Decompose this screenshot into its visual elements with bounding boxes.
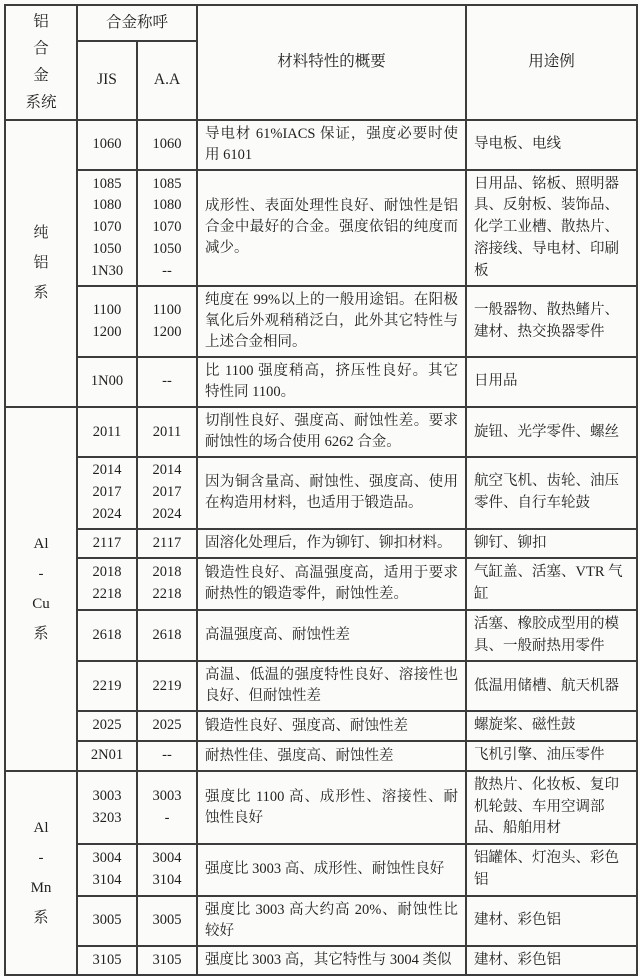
aa-cell	[137, 741, 197, 771]
section-label-line: 纯	[33, 225, 49, 242]
jis-cell	[77, 170, 137, 287]
header-row-top	[5, 5, 637, 41]
aa-cell-line: 2219	[152, 677, 182, 694]
aa-cell-line: 2117	[152, 534, 182, 551]
usage-cell: 螺旋桨、磁性鼓	[466, 711, 637, 741]
column-header-alloy-name: 合金称呼	[77, 5, 197, 41]
jis-cell-line: 1N00	[90, 373, 124, 390]
column-header-system-line: 合	[33, 40, 49, 58]
section-label-line: 铝	[33, 255, 49, 272]
aa-cell-line: 3003	[152, 787, 182, 804]
jis-cell	[77, 357, 137, 407]
aa-cell	[137, 771, 197, 844]
desc-cell: 强度比 3003 高、成形性、耐蚀性良好	[197, 844, 466, 896]
usage-cell: 日用品、铭板、照明器具、反射板、装饰品、化学工业槽、散热片、溶接线、导电材、印刷板	[466, 170, 637, 287]
desc-cell: 强度比 3003 高大约高 20%、耐蚀性比较好	[197, 896, 466, 946]
desc-cell: 导电材 61%IACS 保证，强度必要时使用 6101	[197, 120, 466, 170]
section-label-line: Al	[33, 536, 49, 553]
aa-cell	[137, 896, 197, 946]
table-row	[5, 529, 637, 559]
table-row	[5, 661, 637, 711]
jis-cell-line: 1N30	[90, 262, 124, 279]
usage-cell: 飞机引擎、油压零件	[466, 741, 637, 771]
aa-cell	[137, 457, 197, 528]
section-label-line: 系	[33, 285, 49, 302]
aa-cell-line: -	[164, 809, 170, 826]
section-label-line: -	[38, 566, 44, 583]
table-row	[5, 286, 637, 357]
jis-cell	[77, 529, 137, 559]
section-label	[5, 771, 77, 976]
aa-cell-line: 2218	[152, 586, 182, 603]
aa-cell-line: 3105	[152, 951, 182, 968]
aa-cell-line: 2011	[152, 423, 182, 440]
usage-cell: 导电板、电线	[466, 120, 637, 170]
aa-cell	[137, 661, 197, 711]
section-label	[5, 407, 77, 771]
aa-cell-line: 1200	[152, 323, 182, 340]
aa-cell	[137, 610, 197, 662]
jis-cell-line: 1050	[92, 240, 122, 257]
jis-cell	[77, 771, 137, 844]
usage-cell: 建材、彩色铝	[466, 946, 637, 976]
section-label-line: Cu	[32, 596, 50, 613]
jis-cell-line: 2018	[92, 564, 122, 581]
table-row	[5, 896, 637, 946]
usage-cell: 气缸盖、活塞、VTR 气缸	[466, 558, 637, 610]
jis-cell-line: 2024	[92, 505, 122, 522]
table-row	[5, 457, 637, 528]
aa-cell-line: 3104	[152, 871, 182, 888]
aa-cell-line: 2024	[152, 505, 182, 522]
aa-cell-line: 2618	[152, 626, 182, 643]
section-label-line: 系	[33, 910, 49, 927]
jis-cell-line: 2025	[92, 717, 122, 734]
column-header-usage: 用途例	[466, 5, 637, 120]
jis-cell	[77, 286, 137, 357]
table-row	[5, 558, 637, 610]
table-row	[5, 610, 637, 662]
desc-cell: 强度比 1100 高、成形性、溶接性、耐蚀性良好	[197, 771, 466, 844]
section-label-line: Mn	[30, 880, 52, 897]
jis-cell	[77, 610, 137, 662]
jis-cell	[77, 457, 137, 528]
desc-cell: 高温、低温的强度特性良好、溶接性也良好、但耐蚀性差	[197, 661, 466, 711]
desc-cell: 耐热性佳、强度高、耐蚀性差	[197, 741, 466, 771]
aa-cell-line: 3004	[152, 850, 182, 867]
aa-cell	[137, 711, 197, 741]
aa-cell	[137, 558, 197, 610]
table-row	[5, 120, 637, 170]
usage-cell: 铝罐体、灯泡头、彩色铝	[466, 844, 637, 896]
desc-cell: 固溶化处理后，作为铆钉、铆扣材料。	[197, 529, 466, 559]
usage-cell: 航空飞机、齿轮、油压零件、自行车轮鼓	[466, 457, 637, 528]
jis-cell-line: 3105	[92, 951, 122, 968]
jis-cell-line: 2218	[92, 586, 122, 603]
jis-cell-line: 2014	[92, 462, 122, 479]
aa-cell	[137, 357, 197, 407]
usage-cell: 散热片、化妆板、复印机轮鼓、车用空调部品、船舶用材	[466, 771, 637, 844]
table-row	[5, 844, 637, 896]
column-header-system-line: 铝	[33, 13, 49, 30]
desc-cell: 强度比 3003 高，其它特性与 3004 类似	[197, 946, 466, 976]
jis-cell-line: 3005	[92, 911, 122, 928]
table-row	[5, 357, 637, 407]
aa-cell-line: --	[162, 747, 172, 764]
jis-cell-line: 2618	[92, 626, 122, 643]
aa-cell-line: 1050	[152, 240, 182, 257]
aa-cell-line: 1070	[152, 219, 182, 236]
desc-cell: 纯度在 99%以上的一般用途铝。在阳极氧化后外观稍稍泛白，此外其它特性与上述合金相同。	[197, 286, 466, 357]
desc-cell: 切削性良好、强度高、耐蚀性差。要求耐蚀性的场合使用 6262 合金。	[197, 407, 466, 457]
desc-cell: 比 1100 强度稍高，挤压性良好。其它特性同 1100。	[197, 357, 466, 407]
aa-cell	[137, 946, 197, 976]
jis-cell-line: 2117	[92, 534, 122, 551]
jis-cell-line: 3203	[92, 809, 122, 826]
aa-cell	[137, 120, 197, 170]
jis-cell-line: 2N01	[90, 747, 124, 764]
aa-cell-line: 1080	[152, 197, 182, 214]
jis-cell-line: 2219	[92, 677, 122, 694]
jis-cell	[77, 896, 137, 946]
desc-cell: 成形性、表面处理性良好、耐蚀性是铝合金中最好的合金。强度依铝的纯度而减少。	[197, 170, 466, 287]
table-row	[5, 711, 637, 741]
jis-cell	[77, 120, 137, 170]
jis-cell-line: 2011	[92, 423, 122, 440]
jis-cell-line: 1060	[92, 135, 122, 152]
jis-cell-line: 3104	[92, 871, 122, 888]
aa-cell	[137, 529, 197, 559]
aa-cell	[137, 170, 197, 287]
section-label-line: 系	[33, 626, 49, 643]
table-row	[5, 407, 637, 457]
jis-cell-line: 1100	[92, 302, 122, 319]
jis-cell-line: 1085	[92, 175, 122, 192]
jis-cell-line: 1080	[92, 197, 122, 214]
table-row	[5, 170, 637, 287]
aa-cell	[137, 407, 197, 457]
section-label	[5, 120, 77, 408]
usage-cell: 日用品	[466, 357, 637, 407]
aa-cell-line: --	[162, 262, 172, 279]
jis-cell-line: 3004	[92, 850, 122, 867]
usage-cell: 活塞、橡胶成型用的模具、一般耐热用零件	[466, 610, 637, 662]
alloy-table	[4, 4, 638, 976]
aa-cell-line: 1085	[152, 175, 182, 192]
usage-cell: 建材、彩色铝	[466, 896, 637, 946]
aa-cell-line: 2017	[152, 484, 182, 501]
jis-cell	[77, 741, 137, 771]
desc-cell: 锻造性良好、高温强度高，适用于要求耐热性的锻造零件，耐蚀性差。	[197, 558, 466, 610]
table-row	[5, 771, 637, 844]
aa-cell-line: 2018	[152, 564, 182, 581]
column-header-system-line: 金	[33, 67, 49, 85]
jis-cell-line: 3003	[92, 787, 122, 804]
jis-cell-line: 1070	[92, 219, 122, 236]
table-row	[5, 946, 637, 976]
usage-cell: 铆钉、铆扣	[466, 529, 637, 559]
jis-cell-line: 1200	[92, 323, 122, 340]
aa-cell-line: 1100	[152, 302, 182, 319]
jis-cell	[77, 711, 137, 741]
aa-cell-line: 2014	[152, 462, 182, 479]
usage-cell: 一般器物、散热鳍片、建材、热交换器零件	[466, 286, 637, 357]
jis-cell	[77, 407, 137, 457]
jis-cell	[77, 558, 137, 610]
column-header-system-line: 系统	[25, 94, 57, 112]
table-row	[5, 741, 637, 771]
desc-cell: 高温强度高、耐蚀性差	[197, 610, 466, 662]
column-header-system	[5, 5, 77, 120]
jis-cell	[77, 844, 137, 896]
usage-cell: 旋钮、光学零件、螺丝	[466, 407, 637, 457]
aa-cell-line: 1060	[152, 135, 182, 152]
column-header-description: 材料特性的概要	[197, 5, 466, 120]
aa-cell-line: --	[162, 373, 172, 390]
aa-cell-line: 3005	[152, 911, 182, 928]
section-label-line: Al	[33, 820, 49, 837]
aa-cell	[137, 286, 197, 357]
usage-cell: 低温用储槽、航天机器	[466, 661, 637, 711]
section-label-line: -	[38, 850, 44, 867]
desc-cell: 因为铜含量高、耐蚀性、强度高、使用在构造用材料，也适用于锻造品。	[197, 457, 466, 528]
aa-cell-line: 2025	[152, 717, 182, 734]
jis-cell	[77, 946, 137, 976]
jis-cell	[77, 661, 137, 711]
column-header-aa: A.A	[137, 41, 197, 119]
desc-cell: 锻造性良好、强度高、耐蚀性差	[197, 711, 466, 741]
aa-cell	[137, 844, 197, 896]
column-header-jis: JIS	[77, 41, 137, 119]
jis-cell-line: 2017	[92, 484, 122, 501]
